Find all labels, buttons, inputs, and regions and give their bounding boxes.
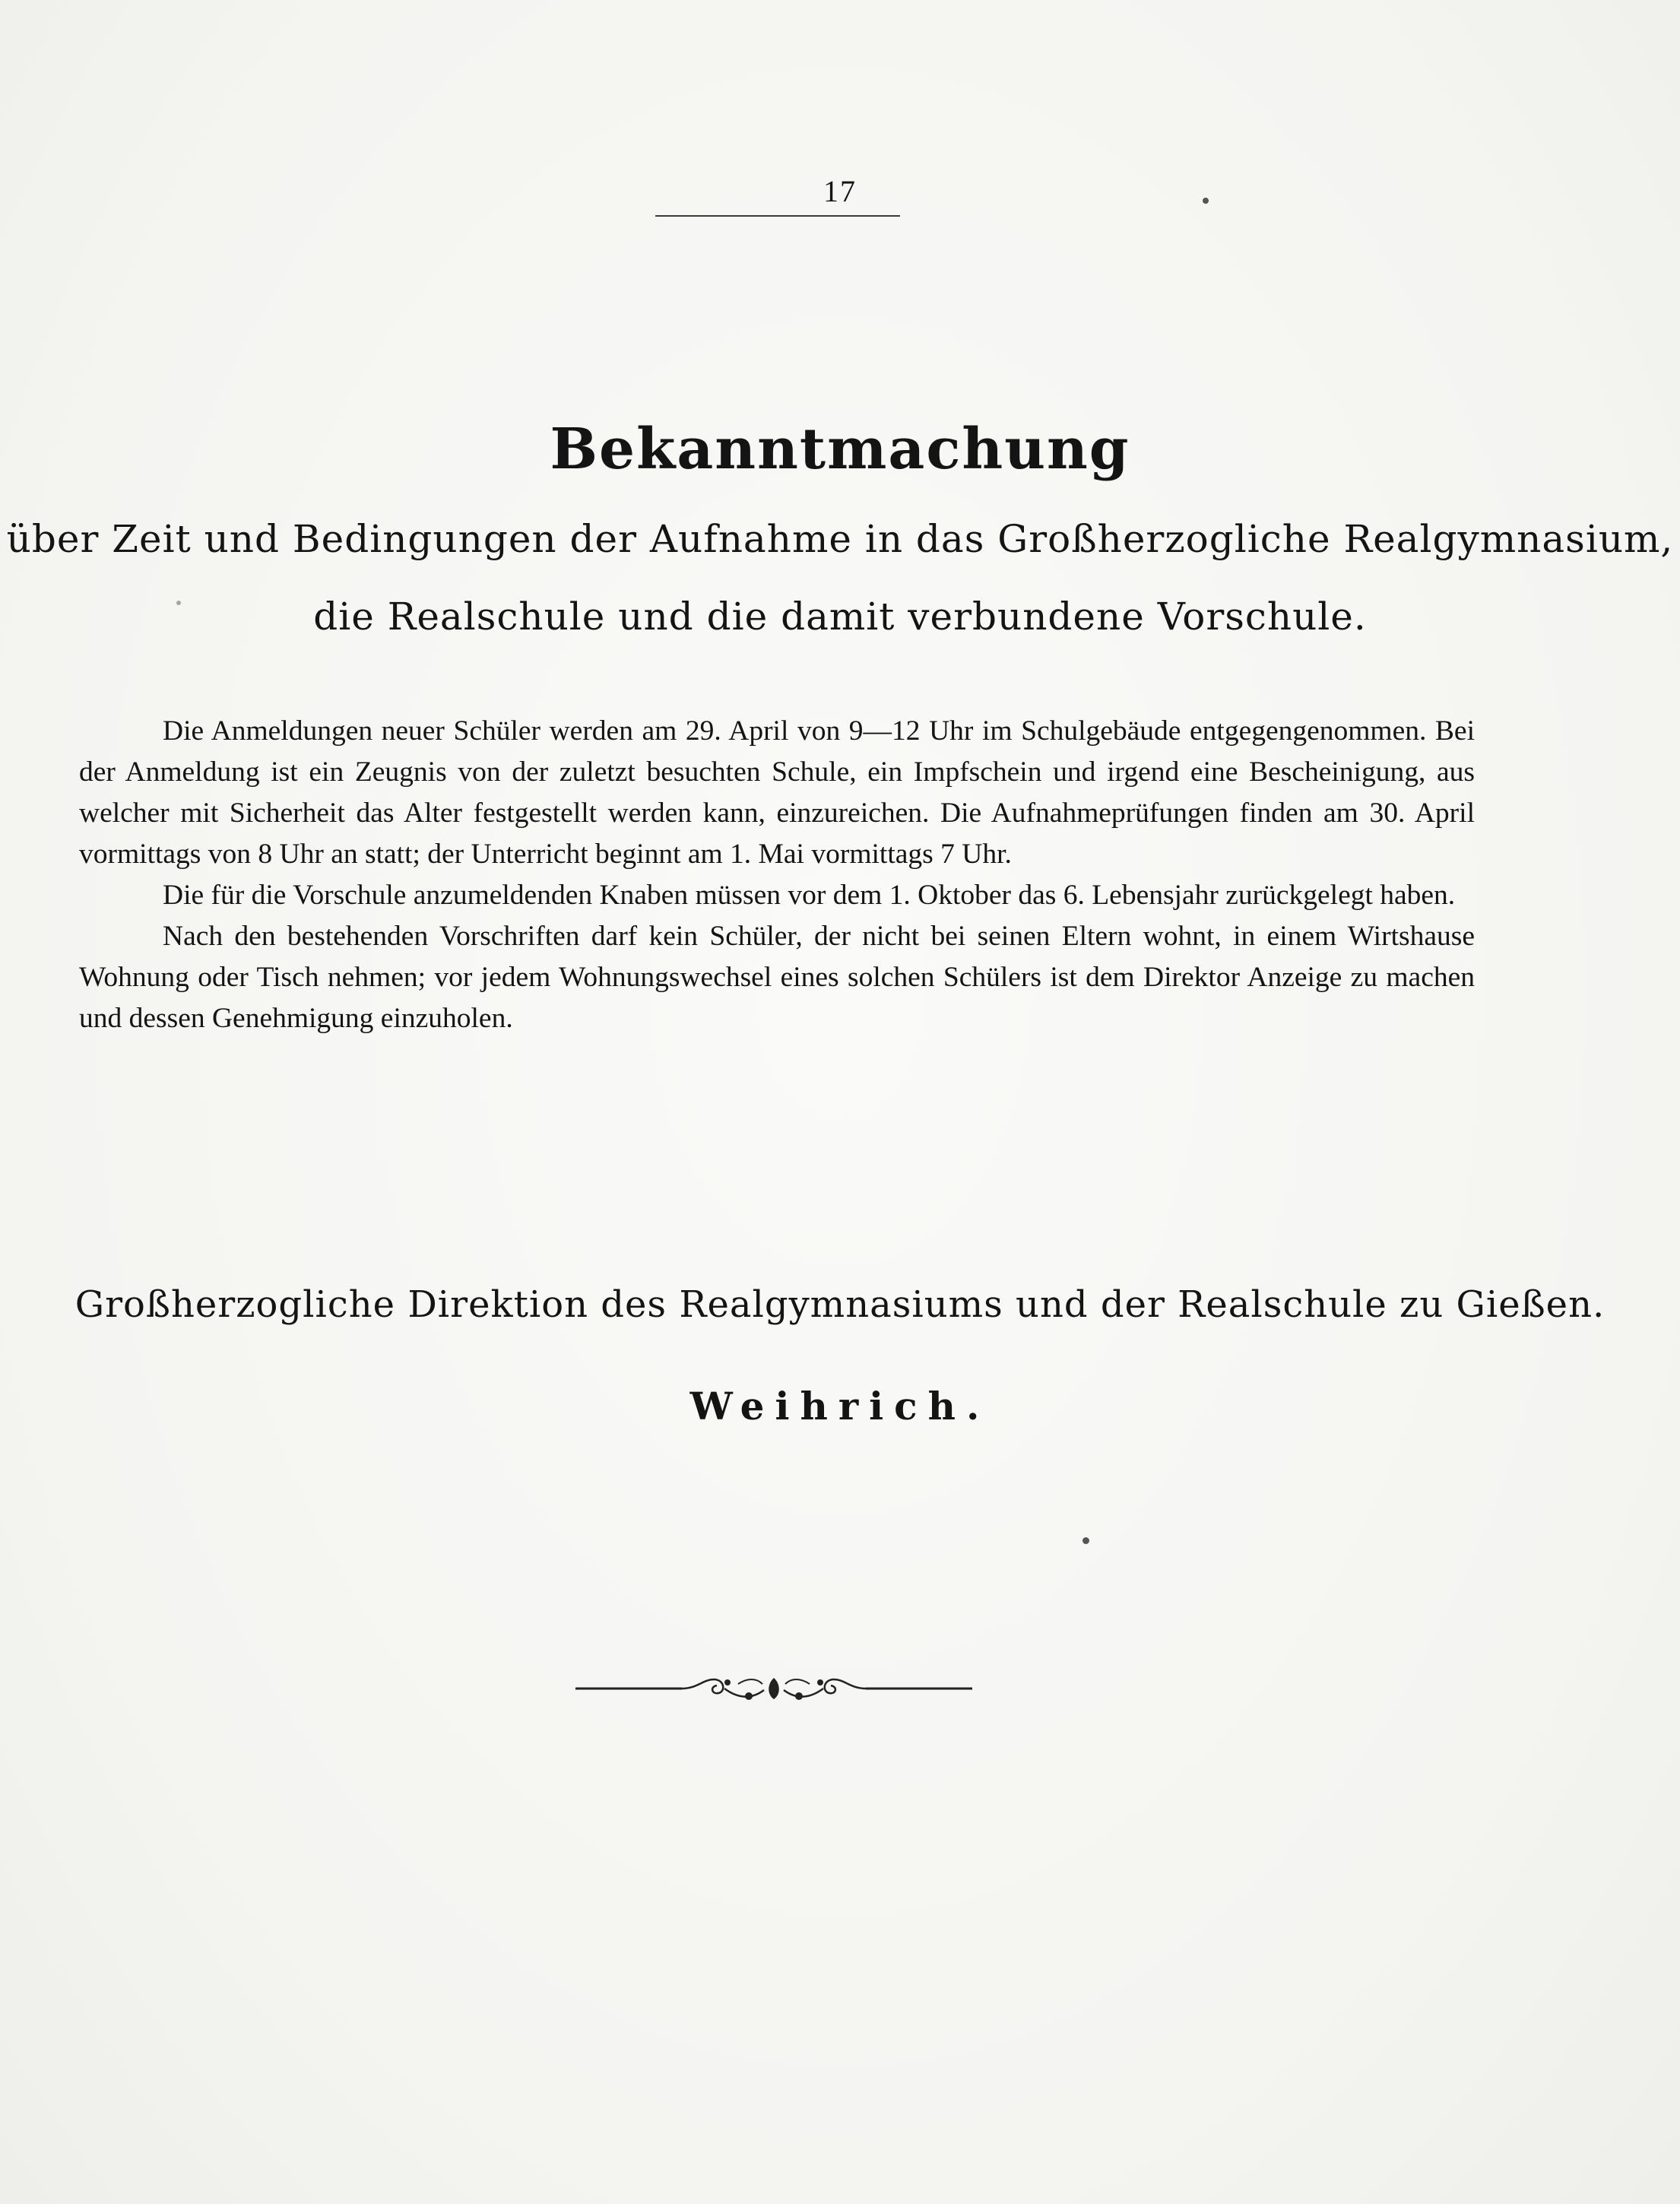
header-rule: [655, 215, 900, 217]
paragraph-regulations: Nach den bestehenden Vorschriften darf kein Schüler, der nicht bei seinen Eltern wohnt, in einem Wirtshause Wohnung oder Tisch nehmen; vor jedem Wohnungswechsel eines solchen Schülers ist dem Direktor Anzeige zu machen und dessen Genehmigung einzuholen.: [79, 921, 1475, 1034]
paragraph-registration: Die Anmeldungen neuer Schüler werden am 29. April von 9—12 Uhr im Schulgebäude entgegengenommen. Bei der Anmeldung ist ein Zeugnis von der zuletzt besuchten Schule, ein Impfschein und irgend eine Bescheinigung, aus welcher mit Sicherheit das Alter festgestellt werden kann, einzureichen. Die Aufnahmeprüfungen finden am 30. April vormittags von 8 Uhr an statt; der Unterricht beginnt am 1. Mai vormittags 7 Uhr.: [79, 715, 1475, 870]
signature-organization: Großherzogliche Direktion des Realgymnasiums und der Realschule zu Gießen.: [74, 1283, 1606, 1326]
body-text: [79, 711, 1475, 1039]
paper-speck: [1203, 198, 1209, 204]
document-title: Bekanntmachung: [550, 417, 1130, 482]
subtitle-line-1: über Zeit und Bedingungen der Aufnahme in das Großherzogliche Realgymnasium,: [6, 517, 1674, 561]
subtitle-line-2: die Realschule und die damit verbundene Vorschule.: [313, 595, 1367, 639]
signature-name: Weihrich.: [689, 1384, 991, 1429]
ornament-divider: [575, 1669, 972, 1708]
paper-speck: [1082, 1537, 1089, 1544]
page-number: 17: [823, 174, 857, 208]
paper-speck: [176, 601, 181, 605]
paragraph-preschool: Die für die Vorschule anzumeldenden Knaben müssen vor dem 1. Oktober das 6. Lebensjahr zurückgelegt haben.: [163, 880, 1456, 911]
